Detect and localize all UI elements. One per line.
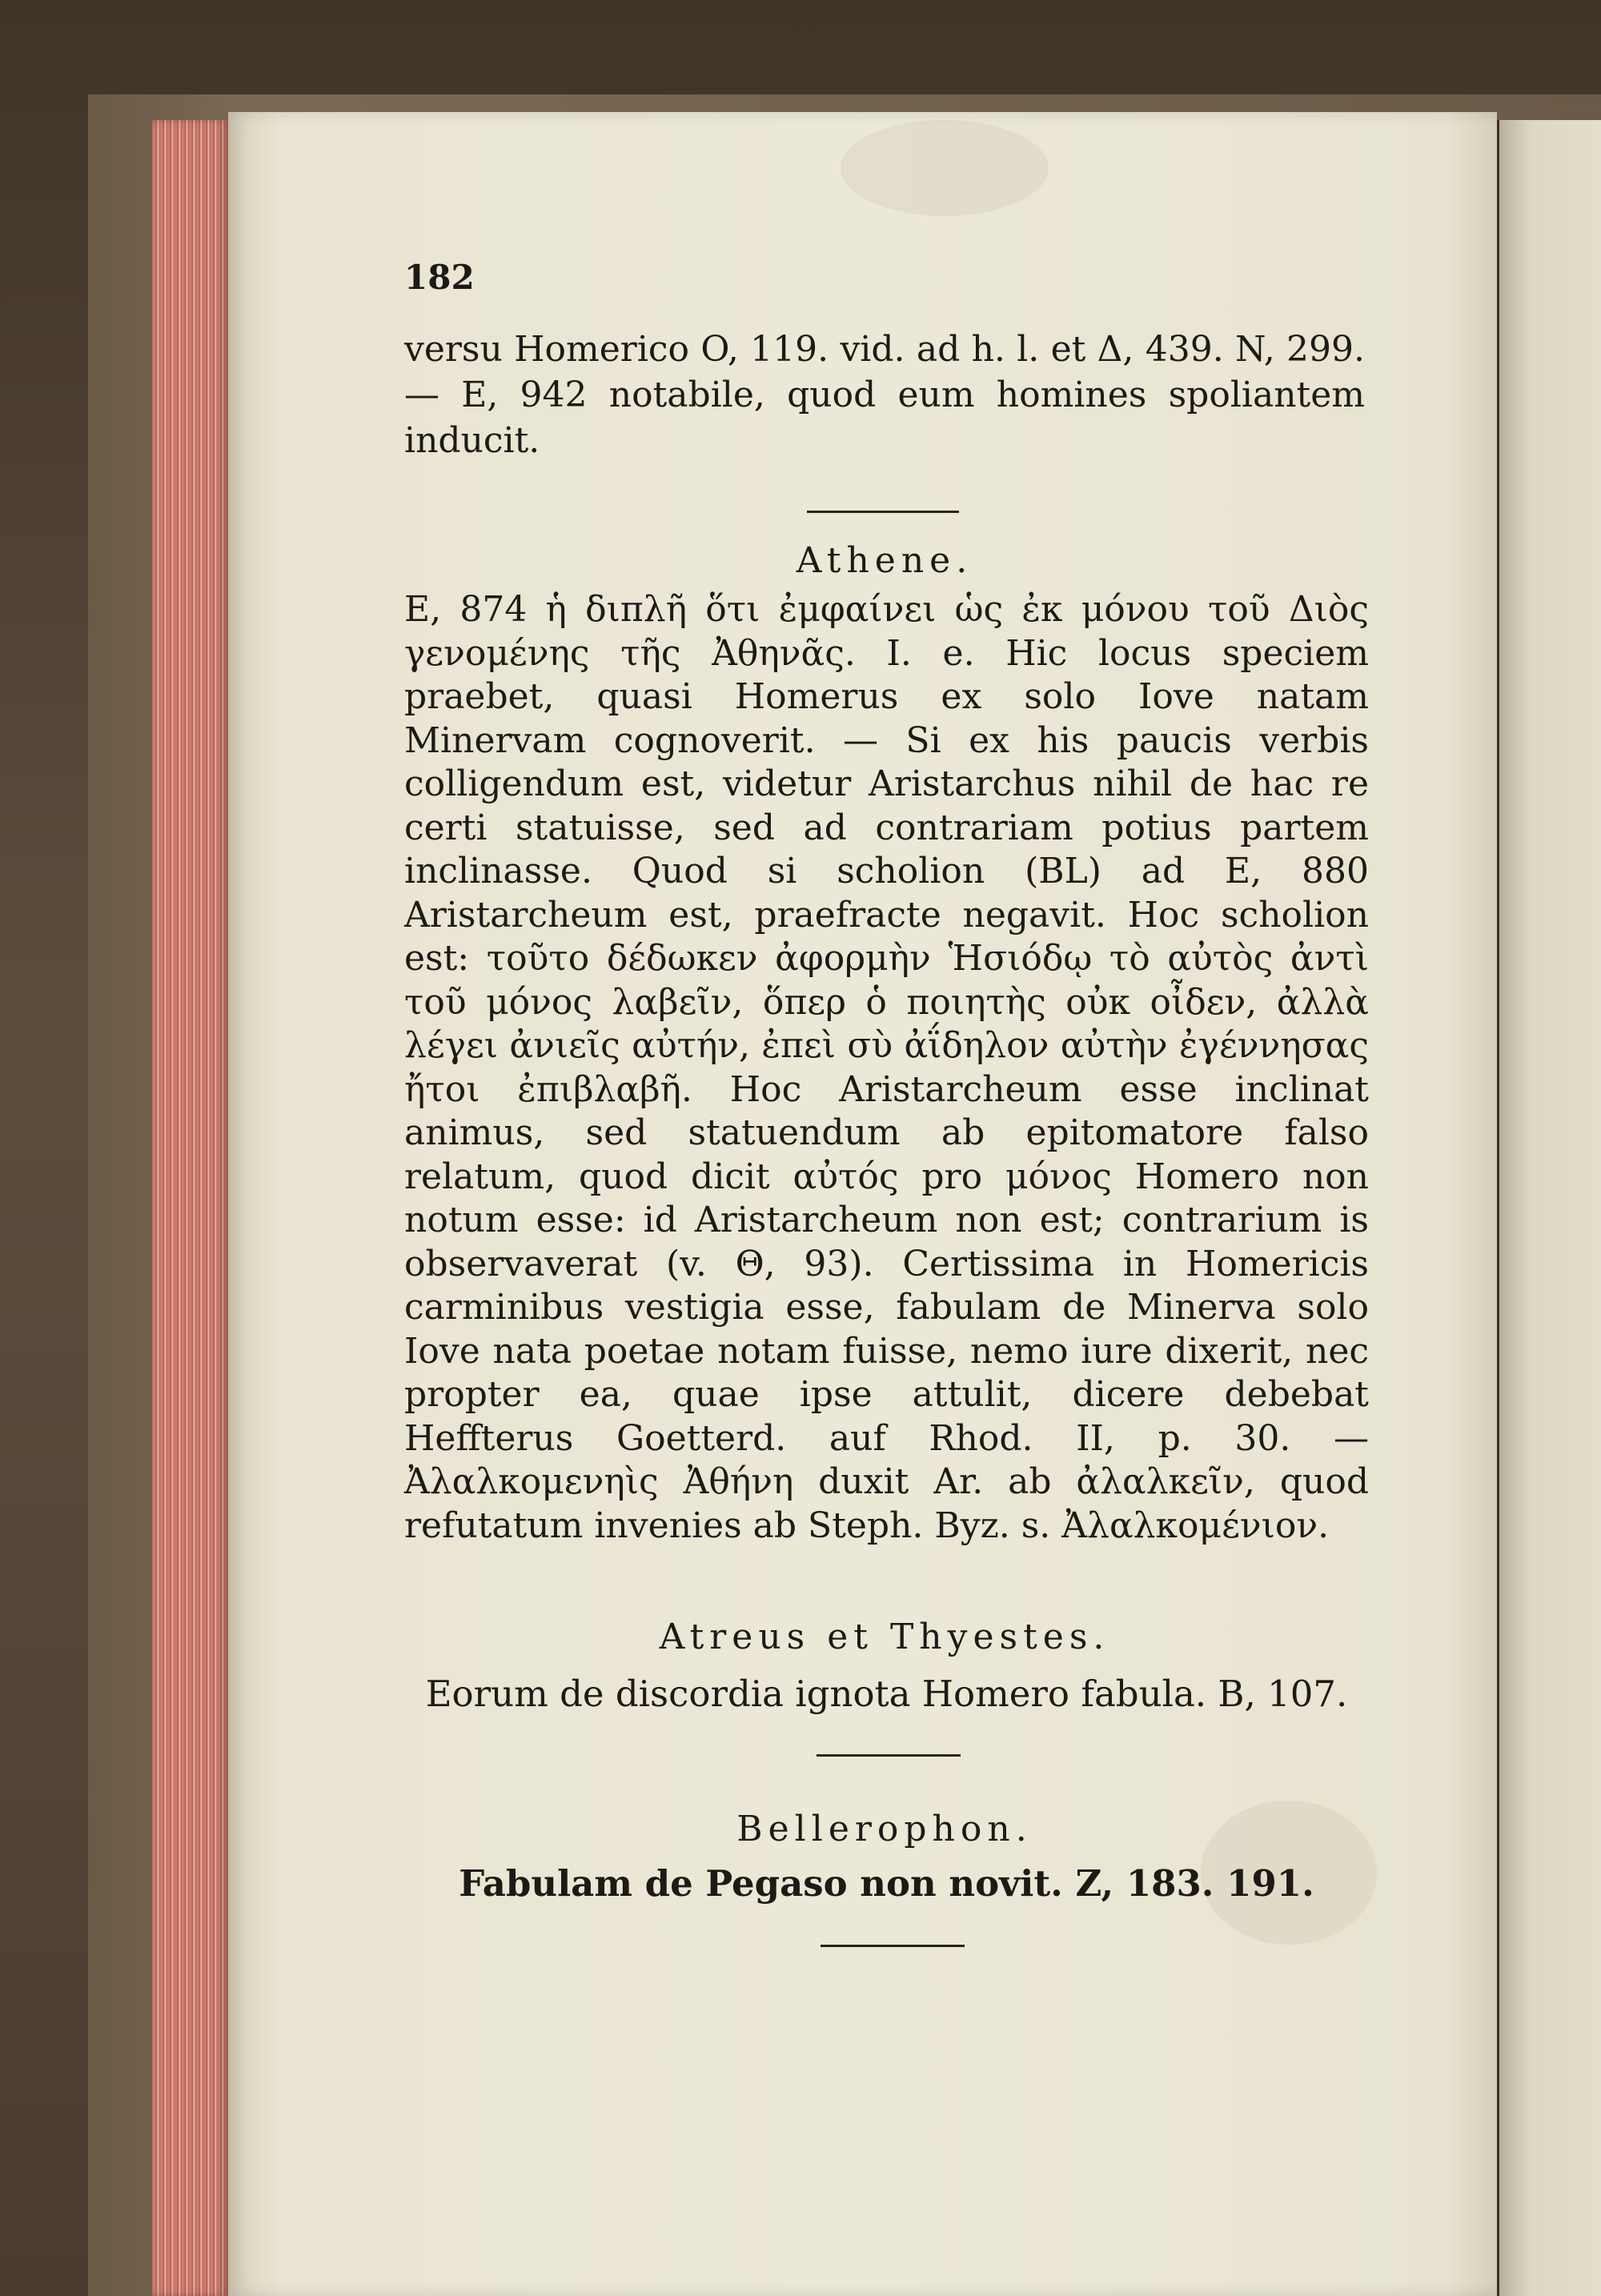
atreus-text: Eorum de discordia ignota Homero fabula. B, 107. [425, 1673, 1348, 1715]
section-divider [821, 1945, 965, 1947]
section-divider [807, 511, 959, 513]
paper-stain [841, 120, 1049, 216]
next-page-edge [1497, 120, 1601, 2296]
section-heading-athene: Athene. [796, 540, 973, 581]
athene-paragraph [404, 588, 1369, 1548]
page-edges [152, 120, 228, 2296]
athene-text: E, 874 ἡ διπλῆ ὅτι ἐμφαίνει ὡς ἐκ μόνου τοῦ Διὸς γενομένης τῆς Ἀθηνᾶς. I. e. Hic locus speciem praebet, quasi Homerus ex solo Iove natam Minervam cognoverit. — Si ex his paucis verbis colligendum est, videtur Aristarchus nihil de hac re certi statuisse, sed ad contrariam potius partem inclinasse. Quod si scholion (BL) ad E, 880 Aristarcheum est, praefracte negavit. Hoc scholion est: τοῦτο δέδωκεν ἀφορμὴν Ἡσιόδῳ τὸ αὐτὸς ἀντὶ τοῦ μόνος λαβεῖν, ὅπερ ὁ ποιητὴς οὐκ οἶδεν, ἀλλὰ λέγει ἀνιεῖς αὐτήν, ἐπεὶ σὺ ἀΐδηλον αὐτὴν ἐγέννησας ἤτοι ἐπιβλαβῆ. Hoc Aristarcheum esse inclinat animus, sed statuendum ab epitomatore falso relatum, quod dicit αὐτός pro μόνος Homero non notum esse: id Aristarcheum non est; contrarium is observaverat (v. Θ, 93). Certissima in Homericis carminibus vestigia esse, fabulam de Minerva solo Iove nata poetae notam fuisse, nemo iure dixerit, nec propter ea, quae ipse attulit, dicere debebat Heffterus Goetterd. auf Rhod. II, p. 30. — Ἀλαλκομενηὶς Ἀθήνη duxit Ar. ab ἀλαλκεῖν, quod refutatum invenies ab Steph. Byz. s. Ἀλαλκομένιον. [404, 589, 1369, 1546]
section-heading-bellerophon: Bellerophon. [736, 1809, 1033, 1849]
page-number: 182 [404, 258, 475, 297]
intro-text: versu Homerico O, 119. vid. ad h. l. et Δ, 439. N, 299. — E, 942 notabile, quod eum homines spoliantem inducit. [404, 329, 1365, 461]
section-heading-atreus: Atreus et Thyestes. [659, 1617, 1110, 1657]
bellerophon-text: Fabulam de Pegaso non novit. Z, 183. 191. [459, 1862, 1314, 1905]
intro-paragraph [404, 327, 1365, 463]
section-divider [817, 1754, 961, 1757]
